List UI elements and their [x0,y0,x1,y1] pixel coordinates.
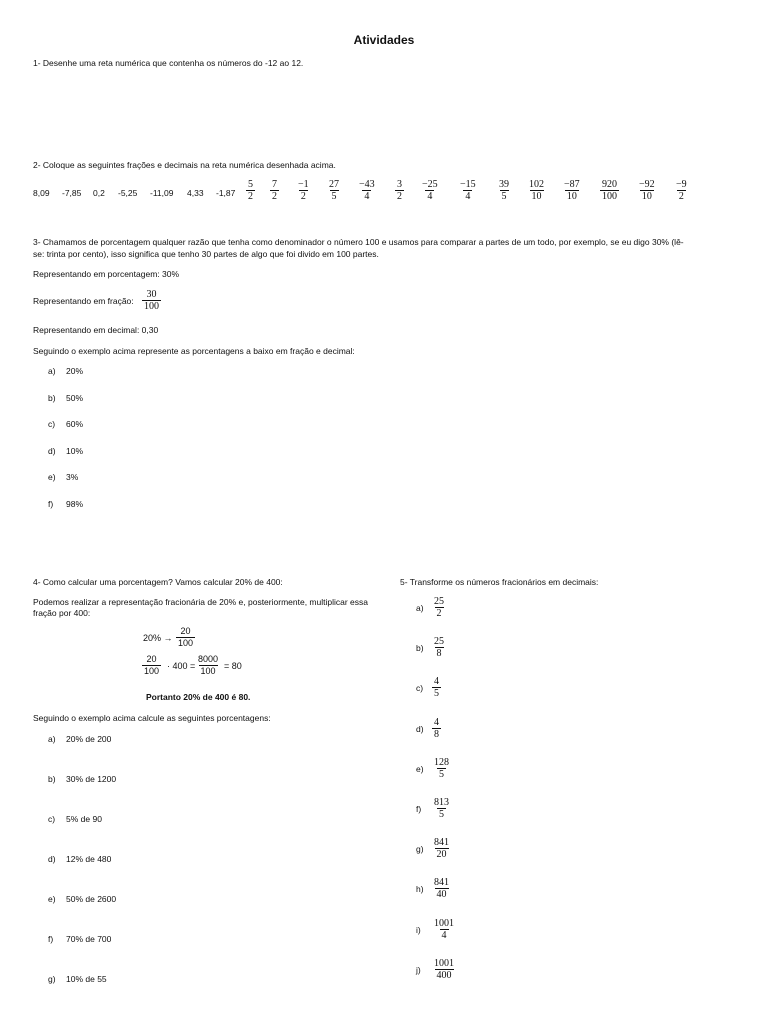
item-letter: b) [416,643,424,654]
fraction-denominator: 8 [434,728,439,740]
item-letter: i) [416,924,421,935]
fraction-denominator: 5 [501,191,507,202]
fraction-numerator: −9 [676,179,687,190]
fraction-value [296,179,311,202]
item-value: 50% [66,392,84,403]
decimal-value: 0,2 [93,188,105,198]
item-value: 50% de 2600 [66,894,117,904]
fraction-numerator: −1 [298,179,309,190]
fraction-numerator: 4 [434,716,439,728]
fraction-denominator: 100 [178,638,194,648]
page-title: Atividades [353,33,415,47]
fraction-denominator: 8 [436,648,442,660]
fraction-numerator: 27 [329,179,339,190]
fraction-value [600,179,619,202]
fraction-value [637,179,657,202]
decimal-value: 8,09 [33,188,50,198]
item-fraction [432,757,451,780]
fraction-numerator: 8000 [198,654,219,664]
decimal-value: -1,87 [216,188,236,198]
fraction-value [527,179,546,202]
item-letter: j) [416,964,421,975]
item-value: 70% de 700 [66,934,112,944]
decimal-value: 4,33 [187,188,204,198]
fraction-value [395,179,404,202]
item-letter: h) [416,884,424,895]
question-2-text: 2- Coloque as seguintes frações e decimais na reta numérica desenhada acima. [33,160,336,170]
item-letter: g) [416,844,424,855]
item-letter: f) [416,804,422,814]
item-letter: f) [48,498,54,509]
fraction-numerator: 920 [602,179,617,190]
decimal-value: -5,25 [118,188,138,198]
fraction-value [246,179,255,202]
question-4-conclusion: Portanto 20% de 400 é 80. [146,692,251,702]
fraction-denominator: 2 [300,191,306,202]
fraction-denominator: 4 [441,929,447,941]
fraction-denominator: 2 [436,608,442,619]
item-value: 5% de 90 [66,814,102,824]
item-value: 10% de 55 [66,974,107,984]
fraction-numerator: −43 [359,179,375,190]
fraction-denominator: 5 [439,809,444,820]
question-4-title: 4- Como calcular uma porcentagem? Vamos calcular 20% de 400: [33,577,283,587]
fraction-numerator: −25 [422,179,438,190]
fraction-value [270,179,279,202]
item-fraction [432,797,451,820]
item-letter: e) [48,894,56,904]
item-value: 30% de 1200 [66,774,117,784]
fraction-denominator: 2 [272,191,277,202]
fraction-numerator: 25 [434,596,444,607]
equation-2-result: = 80 [224,661,242,671]
fraction-numerator: 841 [434,877,449,889]
fraction-denominator: 5 [439,768,444,780]
fraction-denominator: 100 [602,191,617,202]
fraction-denominator: 2 [397,191,402,202]
item-letter: b) [48,774,56,784]
item-letter: b) [48,392,56,403]
fraction-numerator: 1001 [434,957,454,969]
equation-1-fraction [176,626,195,649]
fraction-denominator: 100 [144,301,159,312]
item-letter: a) [48,366,56,376]
item-value: 98% [66,498,84,509]
fraction-numerator: −15 [460,179,476,190]
item-letter: e) [48,472,56,482]
equation-2-middle: · 400 = [167,661,196,671]
fraction-denominator: 5 [331,191,337,202]
fraction-denominator: 400 [436,969,452,981]
fraction-denominator: 5 [434,688,439,700]
fraction-denominator: 100 [144,666,160,676]
question-4-explanation: Podemos realizar a representação fracionária de 20% e, posteriormente, multiplicar essa fração por 400: [33,597,368,618]
question-1-text: 1- Desenhe uma reta numérica que contenha os números do -12 ao 12. [33,58,304,68]
equation-2-fraction [142,654,161,677]
item-fraction [432,877,451,900]
fraction-numerator: 813 [434,797,449,808]
item-letter: c) [416,683,424,694]
equation-2-fraction-2 [196,654,220,677]
decimal-representation: Representando em decimal: 0,30 [33,325,159,335]
decimal-value: -11,09 [150,188,174,198]
fraction-numerator: 39 [499,179,509,190]
fraction-numerator: 25 [434,636,444,648]
question-3-intro-line-1: 3- Chamamos de porcentagem qualquer razão que tenha como denominador o número 100 e usamos para comparar a partes de um todo, por exemplo, se eu digo 30% (lê- [33,237,684,247]
fraction-denominator: 20 [436,849,447,861]
fraction-numerator: 5 [248,179,253,190]
item-value: 10% [66,445,84,456]
question-3-intro-line-2: se: trinta por cento), isso significa que tenho 30 partes de algo que foi divido em 100 partes. [33,249,379,259]
fraction-denominator: 2 [248,191,253,202]
item-letter: d) [48,445,56,456]
fraction-representation-value [142,289,161,312]
item-value: 20% de 200 [66,734,112,744]
fraction-numerator: 102 [529,179,544,190]
fraction-value [562,179,582,202]
item-fraction [432,636,446,659]
fraction-numerator: 128 [434,756,449,768]
fraction-value [327,179,341,202]
fraction-numerator: 3 [397,179,402,190]
fraction-denominator: 4 [427,191,433,202]
equation-1-left: 20% → [143,633,173,643]
fraction-numerator: 4 [434,676,439,688]
item-fraction [432,676,441,699]
fraction-value [357,179,377,202]
fraction-denominator: 100 [200,666,216,676]
fraction-numerator: −87 [564,179,580,190]
item-value: 12% de 480 [66,854,112,864]
fraction-numerator: 7 [272,179,277,190]
item-fraction [432,958,456,981]
fraction-denominator: 4 [465,191,471,202]
percent-representation: Representando em porcentagem: 30% [33,269,180,279]
fraction-numerator: 841 [434,837,449,849]
item-value: 60% [66,419,84,429]
item-letter: a) [48,734,56,744]
question-4-instruction: Seguindo o exemplo acima calcule as seguintes porcentagens: [33,713,271,723]
fraction-numerator: 30 [146,289,157,300]
question-5-title: 5- Transforme os números fracionários em decimais: [400,577,599,587]
fraction-denominator: 4 [364,191,370,202]
fraction-numerator: 1001 [434,917,454,929]
item-letter: d) [416,723,424,734]
fraction-value [420,179,440,202]
fraction-denominator: 2 [678,191,684,202]
item-letter: e) [416,763,424,774]
fraction-denominator: 40 [436,889,447,901]
item-fraction [432,717,441,740]
fraction-numerator: 20 [180,626,191,636]
fraction-representation-label: Representando em fração: [33,296,134,306]
question-3-instruction: Seguindo o exemplo acima represente as porcentagens a baixo em fração e decimal: [33,346,355,356]
item-letter: f) [48,934,54,944]
item-letter: g) [48,974,56,984]
item-fraction [432,596,446,619]
item-letter: c) [48,814,56,824]
fraction-denominator: 10 [566,191,577,202]
item-letter: d) [48,854,56,864]
item-letter: c) [48,419,56,429]
item-value: 20% [66,366,84,376]
decimal-value: -7,85 [62,188,82,198]
fraction-denominator: 10 [641,191,652,202]
fraction-value [458,179,478,202]
fraction-value [674,179,689,202]
item-fraction [432,837,451,860]
fraction-value [497,179,511,202]
fraction-denominator: 10 [531,191,542,202]
fraction-numerator: −92 [639,179,655,190]
item-value: 3% [66,472,79,482]
fraction-numerator: 20 [146,654,157,664]
item-fraction [432,918,456,941]
item-letter: a) [416,603,424,613]
